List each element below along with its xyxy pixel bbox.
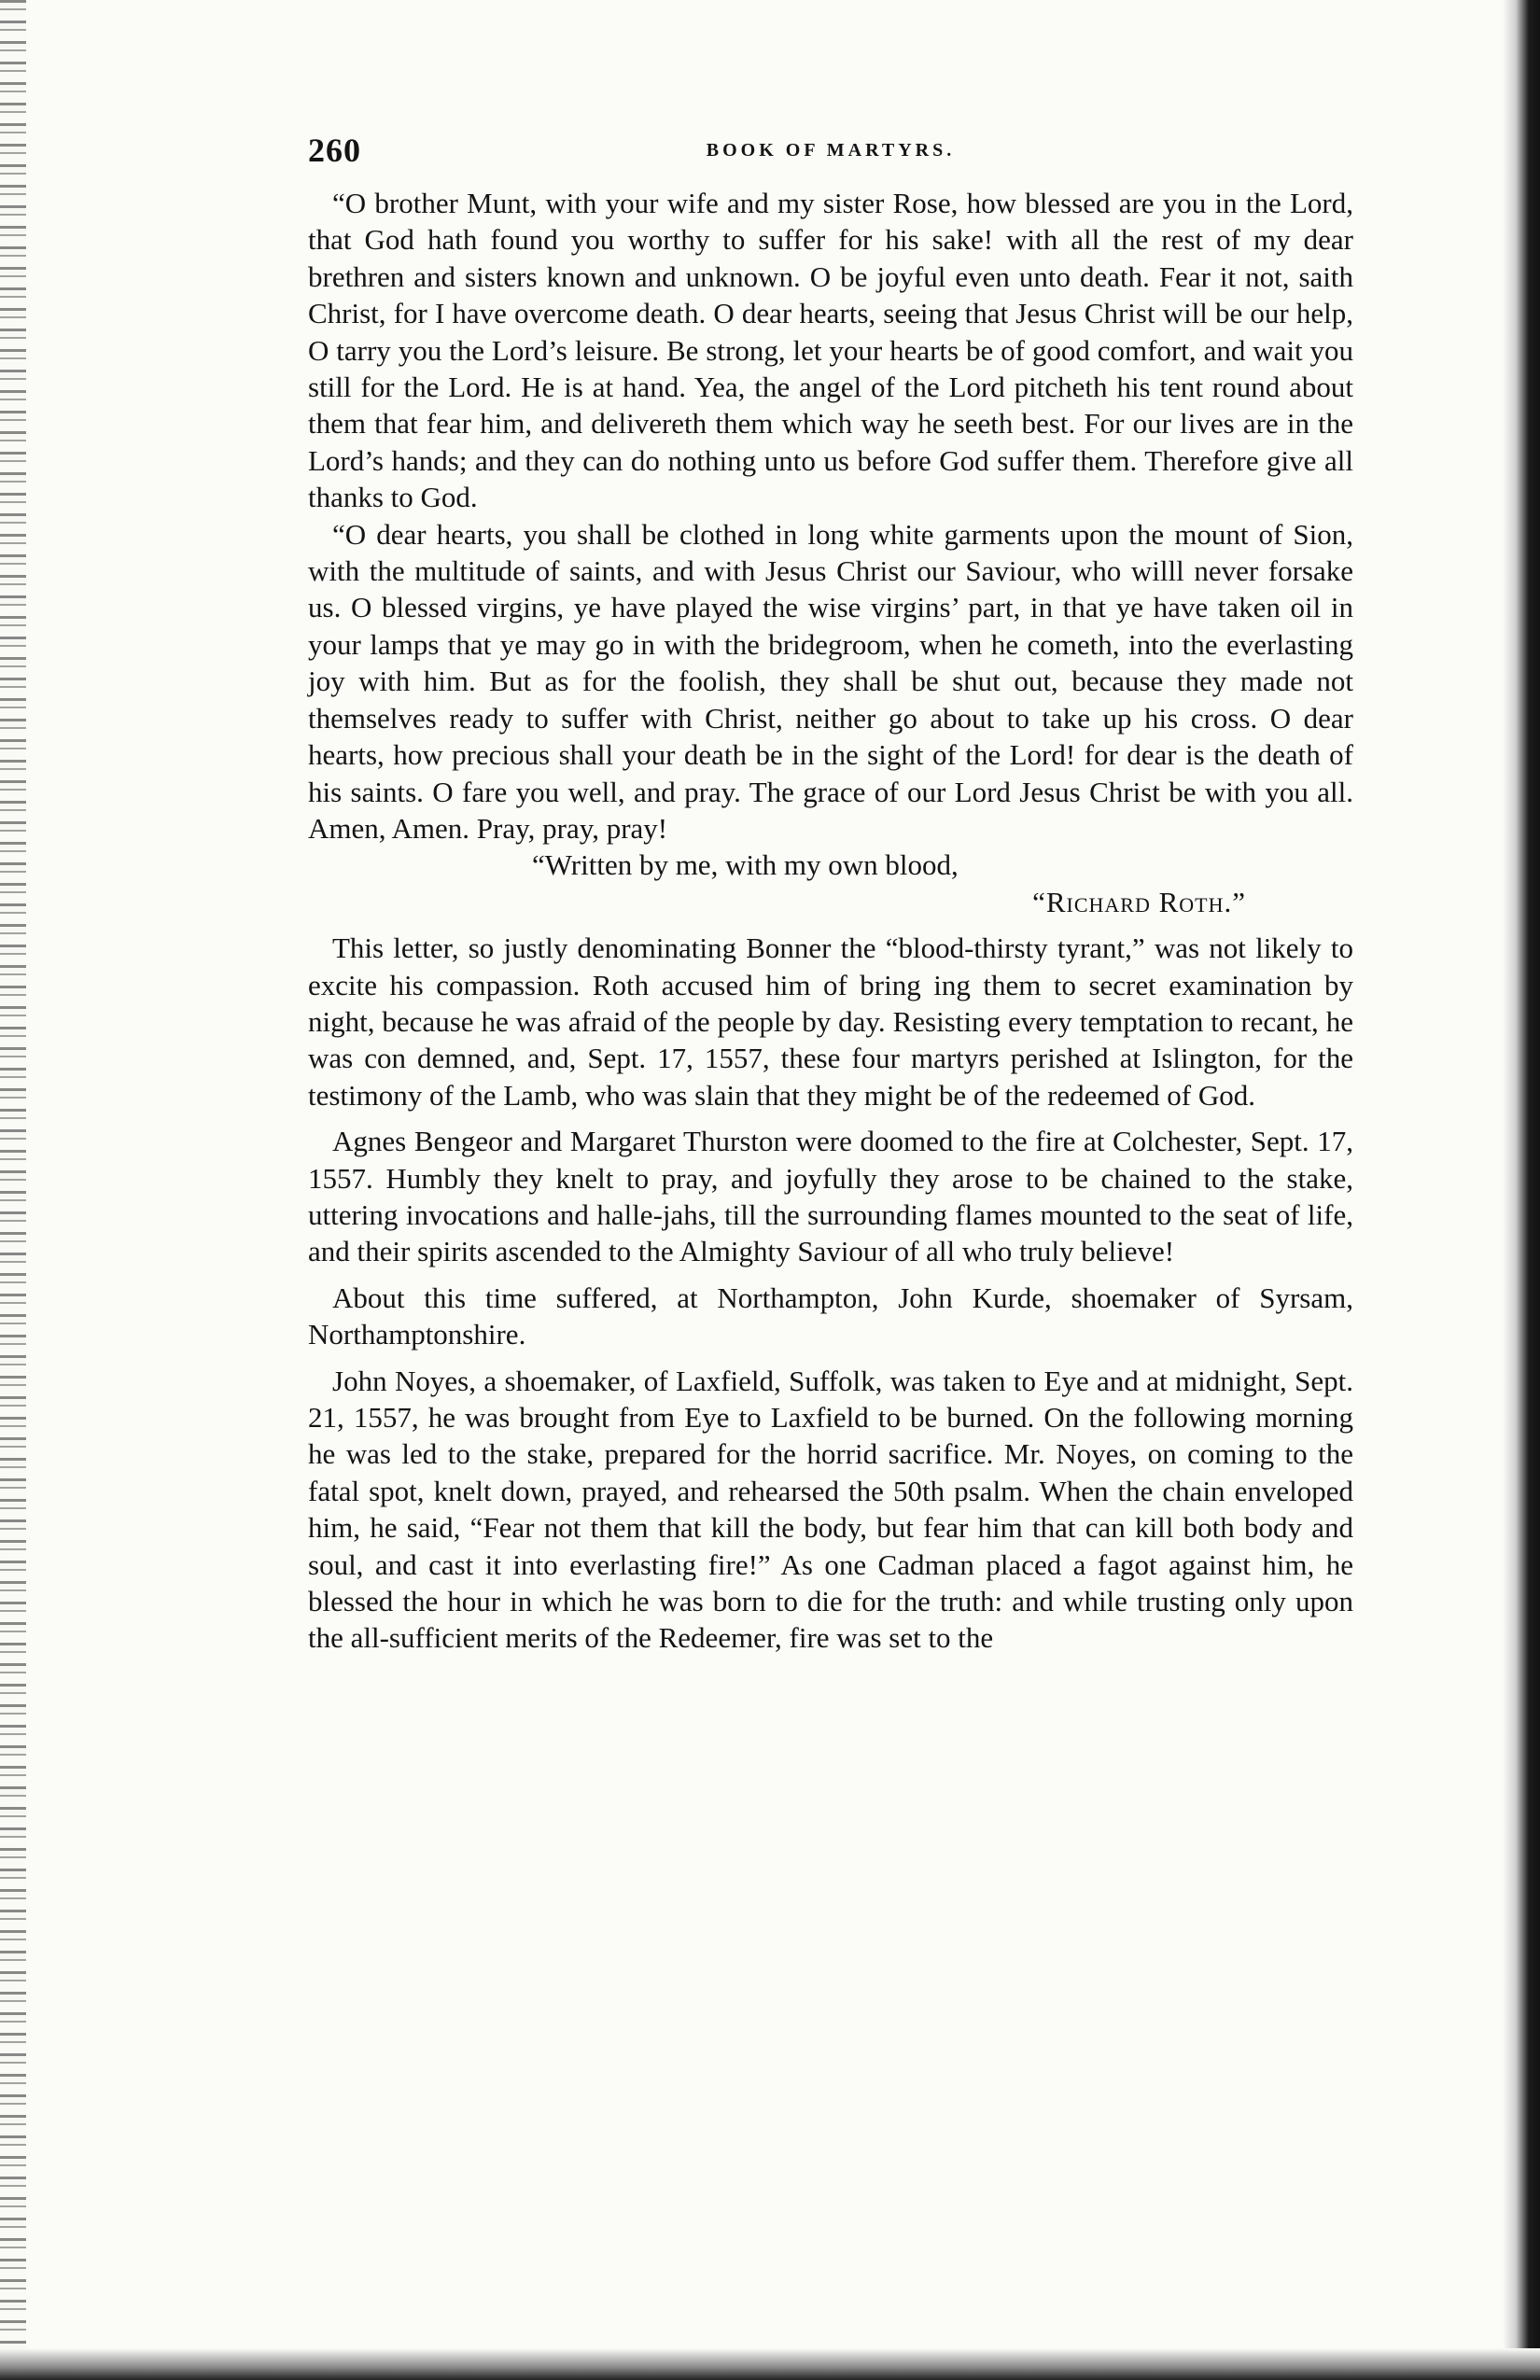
page-number: 260 <box>308 132 361 169</box>
signature-line: “Written by me, with my own blood, <box>532 848 959 882</box>
scan-right-edge <box>1503 0 1540 2380</box>
paragraph-bengeor-thurston: Agnes Bengeor and Margaret Thurston were doomed to the fire at Colchester, Sept. 17, 1557. Humbly they knelt to pray, and joyfully they arose to be chained to the stake, uttering invocations and halle-jahs, till the surrounding flames mounted to the seat of life, and their spirits ascended to the Almighty Saviour of all who truly believe! <box>308 1125 1353 1268</box>
running-title: BOOK OF MARTYRS. <box>706 140 956 161</box>
page-header <box>308 131 1353 185</box>
book-page <box>308 131 1353 1657</box>
signature-name: “Richard Roth.” <box>1032 885 1246 918</box>
scan-bottom-edge <box>0 2348 1540 2380</box>
letter-paragraph-2: “O dear hearts, you shall be clothed in long white garments upon the mount of Sion, with the multitude of saints, and with Jesus Christ our Saviour, who willl never forsake us. O blessed virgins, ye have played the wise virgins’ part, in that ye have taken oil in your lamps that ye may go in with the bridegroom, when he cometh, into the everlasting joy with him. But as for the foolish, they shall be shut out, because they made not themselves ready to suffer with Christ, neither go about to take up his cross. O dear hearts, how precious shall your death be in the sight of the Lord! for dear is the death of his saints. O fare you well, and pray. The grace of our Lord Jesus Christ be with you all. Amen, Amen. Pray, pray, pray! <box>308 517 1353 845</box>
paragraph-noyes: John Noyes, a shoemaker, of Laxfield, Suffolk, was taken to Eye and at midnight, Sept. 21, 1557, he was brought from Eye to Laxfield to be burned. On the following morning he was led to the stake, prepared for the horrid sacrifice. Mr. Noyes, on coming to the fatal spot, knelt down, prayed, and rehearsed the 50th psalm. When the chain enveloped him, he said, “Fear not them that kill the body, but fear him that can kill both body and soul, and cast it into everlasting fire!” As one Cadman placed a fagot against him, he blessed the hour in which he was born to die for the truth: and while trusting only upon the all-sufficient merits of the Redeemer, fire was set to the <box>308 1364 1353 1655</box>
paragraph-kurde: About this time suffered, at Northampton, John Kurde, shoemaker of Syrsam, Northamptonshire. <box>308 1281 1353 1351</box>
scan-left-edge <box>0 0 26 2380</box>
paragraph-bonner: This letter, so justly denominating Bonner the “blood-thirsty tyrant,” was not likely to excite his compassion. Roth accused him of bring ing them to secret examination by night, because he was afraid of the people by day. Resisting every temptation to recant, he was con demned, and, Sept. 17, 1557, these four martyrs perished at Islington, for the testimony of the Lamb, who was slain that they might be of the redeemed of God. <box>308 931 1353 1112</box>
letter-paragraph-1: “O brother Munt, with your wife and my sister Rose, how blessed are you in the Lord, that God hath found you worthy to suffer for his sake! with all the rest of my dear brethren and sisters known and unknown. O be joyful even unto death. Fear it not, saith Christ, for I have overcome death. O dear hearts, seeing that Jesus Christ will be our help, O tarry you the Lord’s leisure. Be strong, let your hearts be of good comfort, and wait you still for the Lord. He is at hand. Yea, the angel of the Lord pitcheth his tent round about them that fear him, and delivereth them which way he seeth best. For our lives are in the Lord’s hands; and they can do nothing unto us before God suffer them. Therefore give all thanks to God. <box>308 187 1353 514</box>
